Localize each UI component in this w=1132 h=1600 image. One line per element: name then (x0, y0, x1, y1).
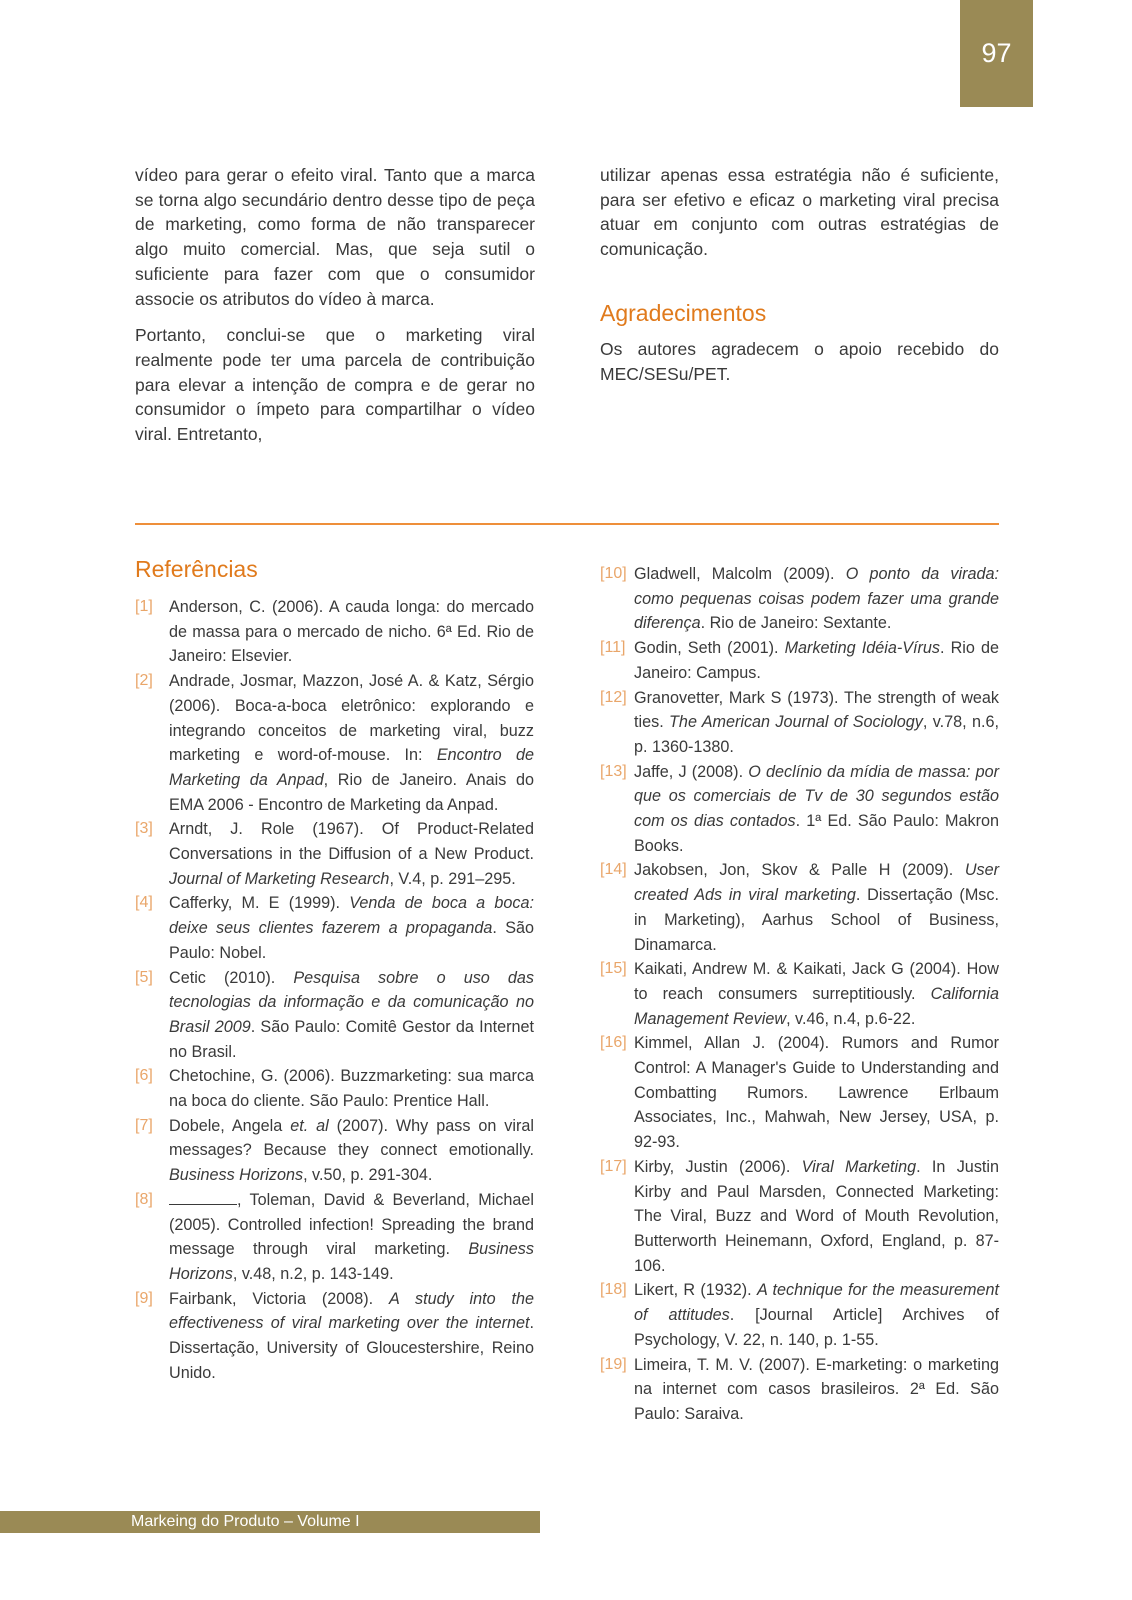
reference-text (634, 1353, 999, 1427)
reference-text-segment: . In Justin Kirby and Paul Marsden, Connected Marketing: The Viral, Buzz and Word of Mouth Revolution, Butterworth Heinemann, Oxford, England, p. 87-106. (634, 1157, 1000, 1275)
reference-title-italic: Journal of Marketing Research (169, 869, 390, 888)
reference-text (634, 1278, 999, 1352)
reference-text-segment: , v.46, n.4, p.6-22. (786, 1009, 916, 1028)
reference-number: [10] (600, 565, 627, 582)
reference-text-segment: . [Journal Article] Archives of Psychology, V. 22, n. 140, p. 1-55. (634, 1306, 999, 1349)
reference-text (634, 858, 999, 957)
reference-number: [7] (135, 1116, 153, 1134)
reference-number: [13] (600, 762, 627, 780)
reference-text-segment: . 1ª Ed. São Paulo: Makron Books. (634, 812, 999, 855)
reference-text (169, 817, 534, 891)
reference-text-segment: Cetic (2010). (169, 968, 294, 987)
reference-title-italic: Encontro de Marketing da Anpad (169, 746, 535, 789)
reference-item (135, 595, 534, 669)
body-paragraph-1: vídeo para gerar o efeito viral. Tanto que a marca se torna algo secundário dentro desse tipo de peça de marketing, como forma de não transparecer algo muito comercial. Mas, que seja sutil o suficiente para fazer com que o consumidor associe os atributos do vídeo à marca. (135, 165, 535, 309)
reference-item (135, 1287, 534, 1386)
reference-item (600, 1353, 999, 1427)
footer-bar (0, 1511, 540, 1533)
reference-text (169, 669, 534, 817)
reference-text-segment: Cafferky, M. E (1999). (169, 894, 350, 913)
reference-text (634, 686, 999, 760)
reference-item (135, 669, 534, 817)
reference-title-italic: Marketing Idéia-Vírus (784, 639, 941, 658)
reference-text-segment: , v.50, p. 291-304. (303, 1166, 433, 1185)
reference-number: [5] (135, 968, 153, 986)
reference-item (600, 1278, 999, 1352)
reference-number: [15] (600, 960, 627, 978)
reference-text-segment: Gladwell, Malcolm (2009). (634, 565, 846, 583)
reference-text-segment: Fairbank, Victoria (2008). (169, 1289, 389, 1308)
reference-title-italic: O declínio da mídia de massa: por que os comerciais de Tv de 30 segundos estão com os dias contados (634, 762, 999, 831)
reference-text-segment: . São Paulo: Nobel. (169, 919, 534, 962)
reference-text-segment: , Rio de Janeiro. Anais do EMA 2006 - Encontro de Marketing da Anpad. (169, 770, 534, 814)
reference-item (135, 1114, 534, 1188)
reference-text-segment: . Rio de Janeiro: Campus. (634, 639, 999, 682)
reference-text-segment: Kaikati, Andrew M. & Kaikati, Jack G (2004). How to reach consumers surreptitiously. (634, 960, 999, 1003)
reference-title-italic: User created Ads in viral marketing (634, 861, 999, 905)
reference-number: [19] (600, 1355, 627, 1373)
reference-text-segment: Dobele, Angela (169, 1116, 291, 1135)
reference-text (634, 636, 999, 685)
reference-text (634, 957, 999, 1031)
reference-number: [1] (135, 598, 153, 615)
reference-title-italic: The American Journal of Sociology (669, 713, 923, 732)
body-left-column (135, 163, 535, 459)
references-list-right (600, 562, 999, 1427)
reference-title-italic: Business Horizons (169, 1240, 534, 1283)
footer-title: Markeing do Produto – Volume I (131, 1513, 360, 1530)
reference-text (169, 1188, 534, 1287)
reference-text (634, 1031, 999, 1155)
reference-item (600, 562, 999, 636)
reference-text (169, 891, 534, 965)
reference-text (634, 562, 999, 636)
reference-item (600, 760, 999, 859)
reference-number: [6] (135, 1067, 153, 1085)
section-divider (135, 523, 999, 525)
reference-text (634, 760, 999, 859)
reference-number: [8] (135, 1190, 153, 1208)
page-number-tab (960, 0, 1033, 107)
reference-title-italic: Pesquisa sobre o uso das tecnologias da informação e da comunicação no Brasil 2009 (169, 968, 534, 1036)
reference-number: [14] (600, 861, 627, 879)
reference-text-segment: Jakobsen, Jon, Skov & Palle H (2009). (634, 861, 965, 880)
reference-text-segment: . Dissertação, University of Gloucestershire, Reino Unido. (169, 1314, 534, 1382)
reference-text (634, 1155, 999, 1279)
reference-item (135, 891, 534, 965)
references-list-left (135, 595, 534, 1386)
body-right-column (600, 163, 999, 398)
reference-text-segment: Likert, R (1932). (634, 1281, 757, 1300)
reference-number: [9] (135, 1289, 153, 1307)
reference-text-segment: , v.48, n.2, p. 143-149. (232, 1264, 394, 1283)
reference-text-segment: Chetochine, G. (2006). Buzzmarketing: sua marca na boca do cliente. São Paulo: Prentice Hall. (169, 1067, 534, 1111)
acknowledgements-text: Os autores agradecem o apoio recebido do MEC/SESu/PET. (600, 338, 999, 384)
reference-number: [11] (600, 639, 626, 657)
reference-title-italic: Business Horizons (169, 1166, 304, 1185)
reference-text-segment: Andrade, Josmar, Mazzon, José A. & Katz, Sérgio (2006). Boca-a-boca eletrônico: explorando e integrando conceitos de marketing viral, buzz marketing e word-of-mouse. In: (169, 672, 534, 765)
reference-number: [12] (600, 688, 627, 706)
reference-item (135, 966, 534, 1065)
body-paragraph-2: Portanto, conclui-se que o marketing viral realmente pode ter uma parcela de contribuição para elevar a intenção de compra e de gerar no consumidor o ímpeto para compartilhar o vídeo viral. Entretanto, (135, 325, 535, 445)
reference-text-segment: (2007). Why pass on viral messages? Because they connect emotionally. (169, 1116, 534, 1160)
reference-text-segment: Granovetter, Mark S (1973). The strength of weak ties. (634, 688, 999, 732)
reference-text-segment: . Dissertação (Msc. in Marketing), Aarhus School of Business, Dinamarca. (634, 886, 999, 954)
reference-title-italic: et. al (290, 1116, 329, 1135)
reference-title-italic: A technique for the measurement of attitudes (634, 1281, 999, 1325)
references-heading: Referências (135, 556, 258, 582)
reference-item (600, 636, 999, 685)
reference-number: [4] (135, 894, 153, 912)
reference-title-italic: O ponto da virada: como pequenas coisas podem fazer uma grande diferença (634, 565, 999, 633)
reference-text-segment: , V.4, p. 291–295. (389, 869, 516, 888)
references-left-column (135, 556, 534, 1386)
reference-number: [2] (135, 672, 153, 690)
reference-text-segment: Jaffe, J (2008). (634, 762, 749, 781)
reference-text (169, 1064, 534, 1113)
body-paragraph-3: utilizar apenas essa estratégia não é suficiente, para ser efetivo e eficaz o marketing viral precisa atuar em conjunto com outras estratégias de comunicação. (600, 165, 999, 260)
reference-text-segment: Godin, Seth (2001). (634, 639, 785, 658)
reference-text (169, 1114, 534, 1188)
reference-item (600, 1031, 999, 1155)
author-repeat-blank-line (169, 1190, 237, 1205)
acknowledgements-heading: Agradecimentos (600, 299, 767, 326)
reference-item (600, 1155, 999, 1279)
reference-number: [17] (600, 1157, 627, 1175)
page-number: 97 (981, 38, 1012, 68)
reference-text-segment: Kirby, Justin (2006). (634, 1157, 802, 1176)
reference-title-italic: Viral Marketing (801, 1157, 917, 1176)
reference-text-segment: Arndt, J. Role (1967). Of Product-Related Conversations in the Diffusion of a New Product. (169, 820, 534, 864)
reference-text (169, 966, 534, 1065)
reference-text-segment: . Rio de Janeiro: Sextante. (700, 614, 892, 633)
reference-text-segment: Anderson, C. (2006). A cauda longa: do mercado de massa para o mercado de nicho. 6ª Ed. Rio de Janeiro: Elsevier. (169, 598, 534, 666)
reference-title-italic: Venda de boca a boca: deixe seus clientes fazerem a propaganda (169, 894, 534, 938)
reference-title-italic: California Management Review (634, 984, 999, 1028)
reference-number: [18] (600, 1281, 627, 1299)
reference-text (169, 1287, 534, 1386)
reference-number: [16] (600, 1034, 627, 1052)
reference-number: [3] (135, 820, 153, 838)
reference-text-segment: . São Paulo: Comitê Gestor da Internet no Brasil. (169, 1017, 534, 1061)
reference-text-segment: , v.78, n.6, p. 1360-1380. (634, 713, 1000, 756)
reference-text-segment: , Toleman, David & Beverland, Michael (2005). Controlled infection! Spreading the brand message through viral marketing. (169, 1190, 534, 1259)
reference-item (135, 1064, 534, 1113)
reference-item (600, 858, 999, 957)
reference-text (169, 595, 534, 669)
reference-text-segment: Kimmel, Allan J. (2004). Rumors and Rumor Control: A Manager's Guide to Understanding and Combatting Rumors. Lawrence Erlbaum Associates, Inc., Mahwah, New Jersey, USA, p. 92-93. (634, 1034, 999, 1152)
reference-item (135, 1188, 534, 1287)
reference-text-segment: Limeira, T. M. V. (2007). E-marketing: o marketing na internet com casos brasileiros. 2ª Ed. São Paulo: Saraiva. (634, 1355, 999, 1423)
references-right-column (600, 562, 999, 1427)
reference-item (600, 686, 999, 760)
reference-item (600, 957, 999, 1031)
reference-title-italic: A study into the effectiveness of viral marketing over the internet (169, 1289, 534, 1333)
reference-item (135, 817, 534, 891)
